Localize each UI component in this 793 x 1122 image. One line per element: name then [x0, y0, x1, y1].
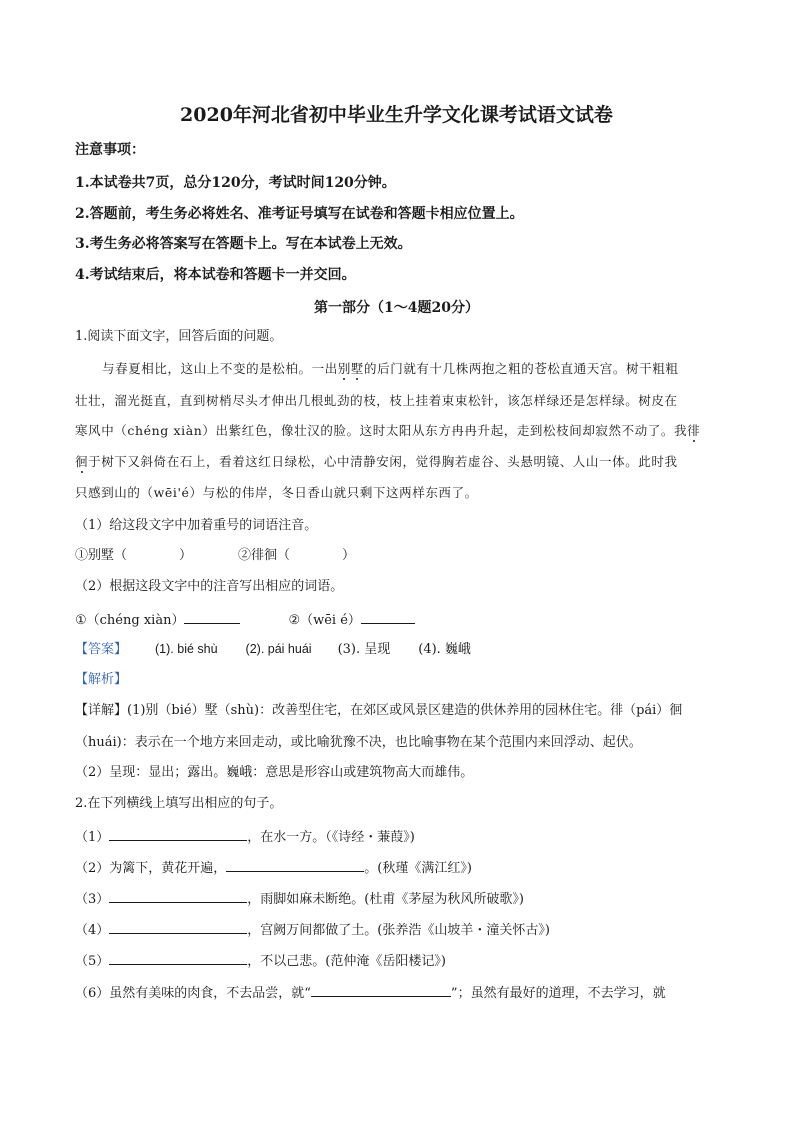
item-text: ”；虽然有最好的道理，不去学习，就	[450, 986, 666, 1001]
item-text: ，在水一方。（《诗经・蒹葭》)	[247, 830, 415, 845]
sub-question-2: （2）根据这段文字中的注音写出相应的词语。	[75, 579, 344, 594]
fill-item	[75, 982, 666, 1004]
emphasis-char: 徊	[75, 454, 89, 469]
answer-blank[interactable]	[184, 609, 240, 624]
item-text: 。(秋瑾《满江红》)	[364, 861, 472, 876]
fill-item	[75, 826, 415, 848]
item-label: ②（wēi é）	[288, 613, 361, 628]
passage-text: 于树下又斜倚在石上，看着这红日绿松，心中清静安闲，觉得胸若虚谷、头悬明镜、人山一体。此时我	[88, 454, 678, 469]
question-2-prompt: 2.在下列横线上填写出相应的句子。	[75, 796, 283, 811]
answer-blank[interactable]	[361, 609, 415, 624]
passage-line-2: 壮壮，溜光挺直，直到树梢尽头才伸出几根虬劲的枝，枝上挂着束束松针，该怎样绿还是怎样绿。树皮在	[75, 393, 678, 408]
passage-text: 寒风中（chéng xiàn）出紫红色，像壮汉的脸。这时太阳从东方冉冉升起，走到松枝间却寂然不动了。我	[75, 423, 688, 438]
answer-line	[75, 639, 471, 660]
notes-heading: 注意事项：	[75, 142, 145, 158]
note-item: 2.答题前，考生务必将姓名、准考证号填写在试卷和答题卡相应位置上。	[75, 206, 524, 222]
sub-question-1: （1）给这段文字中加着重号的词语注音。	[75, 518, 318, 533]
answer-item: (1). bié shù	[155, 642, 218, 656]
item-text: ，宫阙万间都做了土。(张养浩《山坡羊・潼关怀古》)	[247, 923, 550, 938]
passage-line-5: 只感到山的（wēi'é）与松的伟岸，冬日香山就只剩下这两样东西了。	[75, 485, 478, 500]
page-title: 2020年河北省初中毕业生升学文化课考试语文试卷	[180, 104, 613, 126]
analysis-line-1: 【详解】(1)别（bié）墅（shù)：改善型住宅，在郊区或风景区建造的供休养用的园林住宅。徘（pái）徊	[75, 703, 683, 718]
bracket-close: ）	[342, 548, 356, 563]
bracket-close: ）	[179, 548, 193, 563]
answer-item: (3). 呈现	[337, 642, 391, 657]
fill-item	[75, 950, 446, 972]
question-1-prompt: 1.阅读下面文字，回答后面的问题。	[75, 329, 283, 344]
answer-blank[interactable]	[226, 857, 364, 872]
note-item: 4.考试结束后，将本试卷和答题卡一并交回。	[75, 267, 356, 283]
answer-item: (4). 巍峨	[418, 642, 471, 657]
item-label: ②徘徊（	[238, 548, 291, 563]
item-text: ，不以己悲。(范仲淹《岳阳楼记》)	[247, 954, 446, 969]
passage-text: 的后门就有十几株两抱之粗的苍松直通天宫。树干粗粗	[364, 361, 679, 376]
answer-blank[interactable]	[311, 982, 451, 997]
emphasis-char: 别	[337, 361, 351, 376]
answer-tag: 【答案】	[75, 642, 128, 657]
analysis-line-2: （huái)：表示在一个地方来回走动，或比喻犹豫不决，也比喻事物在某个范围内来回浮动、起伏。	[75, 735, 642, 750]
answer-blank[interactable]	[109, 950, 247, 965]
sub-question-1-items	[75, 546, 355, 566]
item-label: （2）为篱下，黄花开遍，	[75, 861, 227, 876]
emphasis-char: 墅	[350, 361, 365, 376]
emphasis-char: 徘	[687, 423, 701, 438]
item-label: （4）	[75, 923, 110, 938]
passage-text: 与春夏相比，这山上不变的是松柏。一出	[102, 361, 338, 376]
note-item: 3.考生务必将答案写在答题卡上。写在本试卷上无效。	[75, 236, 412, 252]
fill-item	[75, 888, 524, 910]
item-label: ①别墅（	[75, 548, 128, 563]
passage-line-4	[75, 452, 678, 472]
answer-blank[interactable]	[109, 826, 247, 841]
passage-line-3	[75, 421, 700, 441]
passage-line-1	[102, 359, 678, 379]
section-title: 第一部分（1～4题20分）	[314, 300, 479, 316]
analysis-line-3: （2）呈现：显出；露出。巍峨：意思是形容山或建筑物高大而雄伟。	[75, 765, 474, 780]
answer-item: (2). pái huái	[245, 642, 312, 656]
item-text: （6）虽然有美味的肉食，不去品尝，就“	[75, 986, 311, 1001]
note-item: 1.本试卷共7页，总分120分，考试时间120分钟。	[75, 175, 396, 191]
answer-blank[interactable]	[109, 888, 247, 903]
item-text: ，雨脚如麻未断绝。(杜甫《茅屋为秋风所破歌》)	[247, 892, 524, 907]
item-label: （1）	[75, 830, 110, 845]
fill-item	[75, 919, 550, 941]
analysis-tag: 【解析】	[75, 672, 128, 687]
item-label: （5）	[75, 954, 110, 969]
item-label: ①（chéng xiàn）	[75, 613, 185, 628]
sub-question-2-items	[75, 609, 415, 631]
answer-blank[interactable]	[109, 919, 247, 934]
fill-item	[75, 857, 472, 879]
item-label: （3）	[75, 892, 110, 907]
